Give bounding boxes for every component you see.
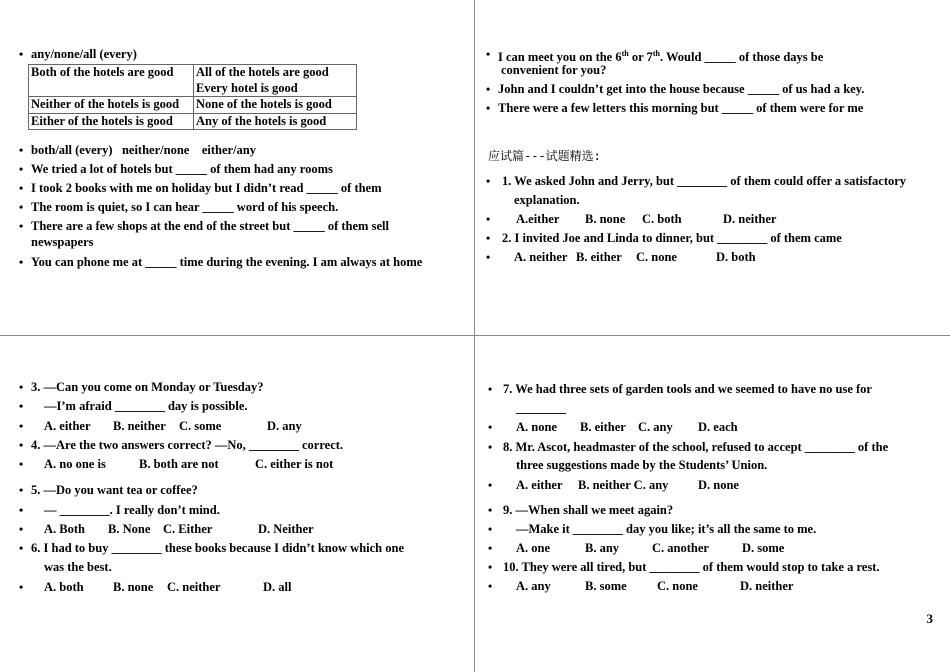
table-cell: Any of the hotels is good [194, 113, 357, 130]
bullet-icon: • [488, 440, 493, 454]
table-row [29, 113, 357, 130]
bullet-icon: • [486, 47, 491, 61]
option: A. both [44, 580, 84, 594]
question-continuation: explanation. [514, 193, 580, 207]
bullet-icon: • [486, 174, 491, 188]
option: A. either [516, 478, 563, 492]
table-cell: All of the hotels are good Every hotel is good [194, 65, 357, 97]
table-cell: Either of the hotels is good [29, 113, 194, 130]
bullet-icon: • [19, 457, 24, 471]
option: B. any [585, 541, 620, 555]
panel-top-right: • I can meet you on the 6th or 7th. Would _____ of those days be convenient for you? • John and I couldn’t get into the house because _____ of us had a key. • There were a few letters this morning but _____ of them were for me 应试篇---试题精选: • 1. We asked John and Jerry, but ________ of them could offer a satisfactory explanation. • A.either B. none C. both D. neither • 2. I invited Joe and Linda to dinner, but ________ of them came • A. neither B. either C. none D. both [486, 47, 907, 264]
section-heading: 应试篇---试题精选: [488, 149, 601, 163]
option: C. another [652, 541, 709, 555]
bullet-icon: • [488, 579, 493, 593]
option: C. none [657, 579, 698, 593]
option: B. None [108, 522, 151, 536]
question-continuation: ________ [516, 401, 566, 415]
bullet-icon: • [488, 541, 493, 555]
bullet-icon: • [19, 380, 24, 394]
option: D. each [698, 420, 738, 434]
bullet-icon: • [19, 438, 24, 452]
option: A. none [516, 420, 557, 434]
option: D. both [716, 250, 756, 264]
option: D. Neither [258, 522, 314, 536]
option: B. some [585, 579, 627, 593]
bullet-icon: • [486, 101, 491, 115]
bullet-icon: • [488, 560, 493, 574]
bullet-icon: • [19, 399, 24, 413]
bullet-icon: • [486, 250, 491, 264]
bullet-icon: • [19, 200, 24, 214]
option: A. Both [44, 522, 85, 536]
option: B. both are not [139, 457, 219, 471]
table-cell: None of the hotels is good [194, 97, 357, 114]
table-row [29, 65, 357, 97]
option: D. none [698, 478, 739, 492]
question-continuation: was the best. [44, 560, 112, 574]
bullet-icon: • [19, 483, 24, 497]
bullet-icon: • [19, 162, 24, 176]
option: C. neither [167, 580, 221, 594]
option: A. neither [514, 250, 568, 264]
option: C. any [638, 420, 673, 434]
bullet-continuation: newspapers [31, 235, 94, 249]
bullet-continuation: convenient for you? [501, 63, 607, 77]
vertical-divider [474, 0, 475, 672]
bullet-icon: • [486, 82, 491, 96]
option: B. neither [113, 419, 166, 433]
bullet-icon: • [19, 580, 24, 594]
option: C. both [642, 212, 682, 226]
option: B. either [580, 420, 626, 434]
bullet-icon: • [19, 503, 24, 517]
bullet-icon: • [19, 419, 24, 433]
bullet-icon: • [488, 503, 493, 517]
question-continuation: three suggestions made by the Students’ Union. [516, 458, 768, 472]
bullet-icon: • [488, 522, 493, 536]
panel-top-left: • any/none/all (every) Both of the hotels are good All of the hotels are good Every hotel is good Neither of the hotels is good None of the hotels is good Either of the hotels is good Any of the hotels is good • both/all (every) neither/none either/any • We tried a lot of hotels but _____ of them had any rooms • I took 2 books with me on holiday but I didn’t read _____ of them • The room is quiet, so I can hear _____ word of his speech. • There are a few shops at the end of the street but _____ of them sell newspapers • You can phone me at _____ time during the evening. I am always at home [19, 47, 423, 269]
bullet-icon: • [19, 541, 24, 555]
bullet-icon: • [19, 143, 24, 157]
bullet-icon: • [488, 478, 493, 492]
option: D. any [267, 419, 302, 433]
option: B. either [576, 250, 622, 264]
option: A. any [516, 579, 551, 593]
bullet-icon: • [19, 219, 24, 233]
option: D. some [742, 541, 785, 555]
option: D. neither [740, 579, 794, 593]
option: B. neither C. any [578, 478, 669, 492]
panel-bottom-right: • 7. We had three sets of garden tools and we seemed to have no use for ________ • A. none B. either C. any D. each • 8. Mr. Ascot, headmaster of the school, refused to accept ________ of the three suggestions made by the Students’ Union. • A. either B. neither C. any D. none • 9. —When shall we meet again? • —Make it ________ day you like; it’s all the same to me. • A. one B. any C. another D. some • 10. They were all tired, but ________ of them would stop to take a rest. • A. any B. some C. none D. neither [488, 382, 889, 593]
table-row [29, 97, 357, 114]
bullet-icon: • [488, 420, 493, 434]
table-cell: Both of the hotels are good [29, 65, 194, 97]
bullet-icon: • [19, 522, 24, 536]
option: D. neither [723, 212, 777, 226]
bullet-icon: • [486, 231, 491, 245]
option: A.either [516, 212, 560, 226]
option: C. some [179, 419, 222, 433]
option: B. none [585, 212, 626, 226]
option: C. either is not [255, 457, 334, 471]
option: C. Either [163, 522, 213, 536]
option: C. none [636, 250, 677, 264]
bullet-icon: • [488, 382, 493, 396]
option: A. no one is [44, 457, 106, 471]
option: A. either [44, 419, 91, 433]
comparison-table [28, 64, 357, 130]
option: A. one [516, 541, 551, 555]
page-number: 3 [926, 611, 933, 626]
table-cell: Neither of the hotels is good [29, 97, 194, 114]
bullet-icon: • [19, 47, 24, 61]
panel-bottom-left: • 3. —Can you come on Monday or Tuesday? • —I’m afraid ________ day is possible. • A. either B. neither C. some D. any • 4. —Are the two answers correct? —No, ________ correct. • A. no one is B. both are not C. either is not • 5. —Do you want tea or coffee? • — ________. I really don’t mind. • A. Both B. None C. Either D. Neither • 6. I had to buy ________ these books because I didn’t know which one was the best. • A. both B. none C. neither D. all [19, 380, 404, 594]
bullet-icon: • [19, 181, 24, 195]
option: D. all [263, 580, 292, 594]
option: B. none [113, 580, 154, 594]
bullet-icon: • [486, 212, 491, 226]
bullet-icon: • [19, 255, 24, 269]
